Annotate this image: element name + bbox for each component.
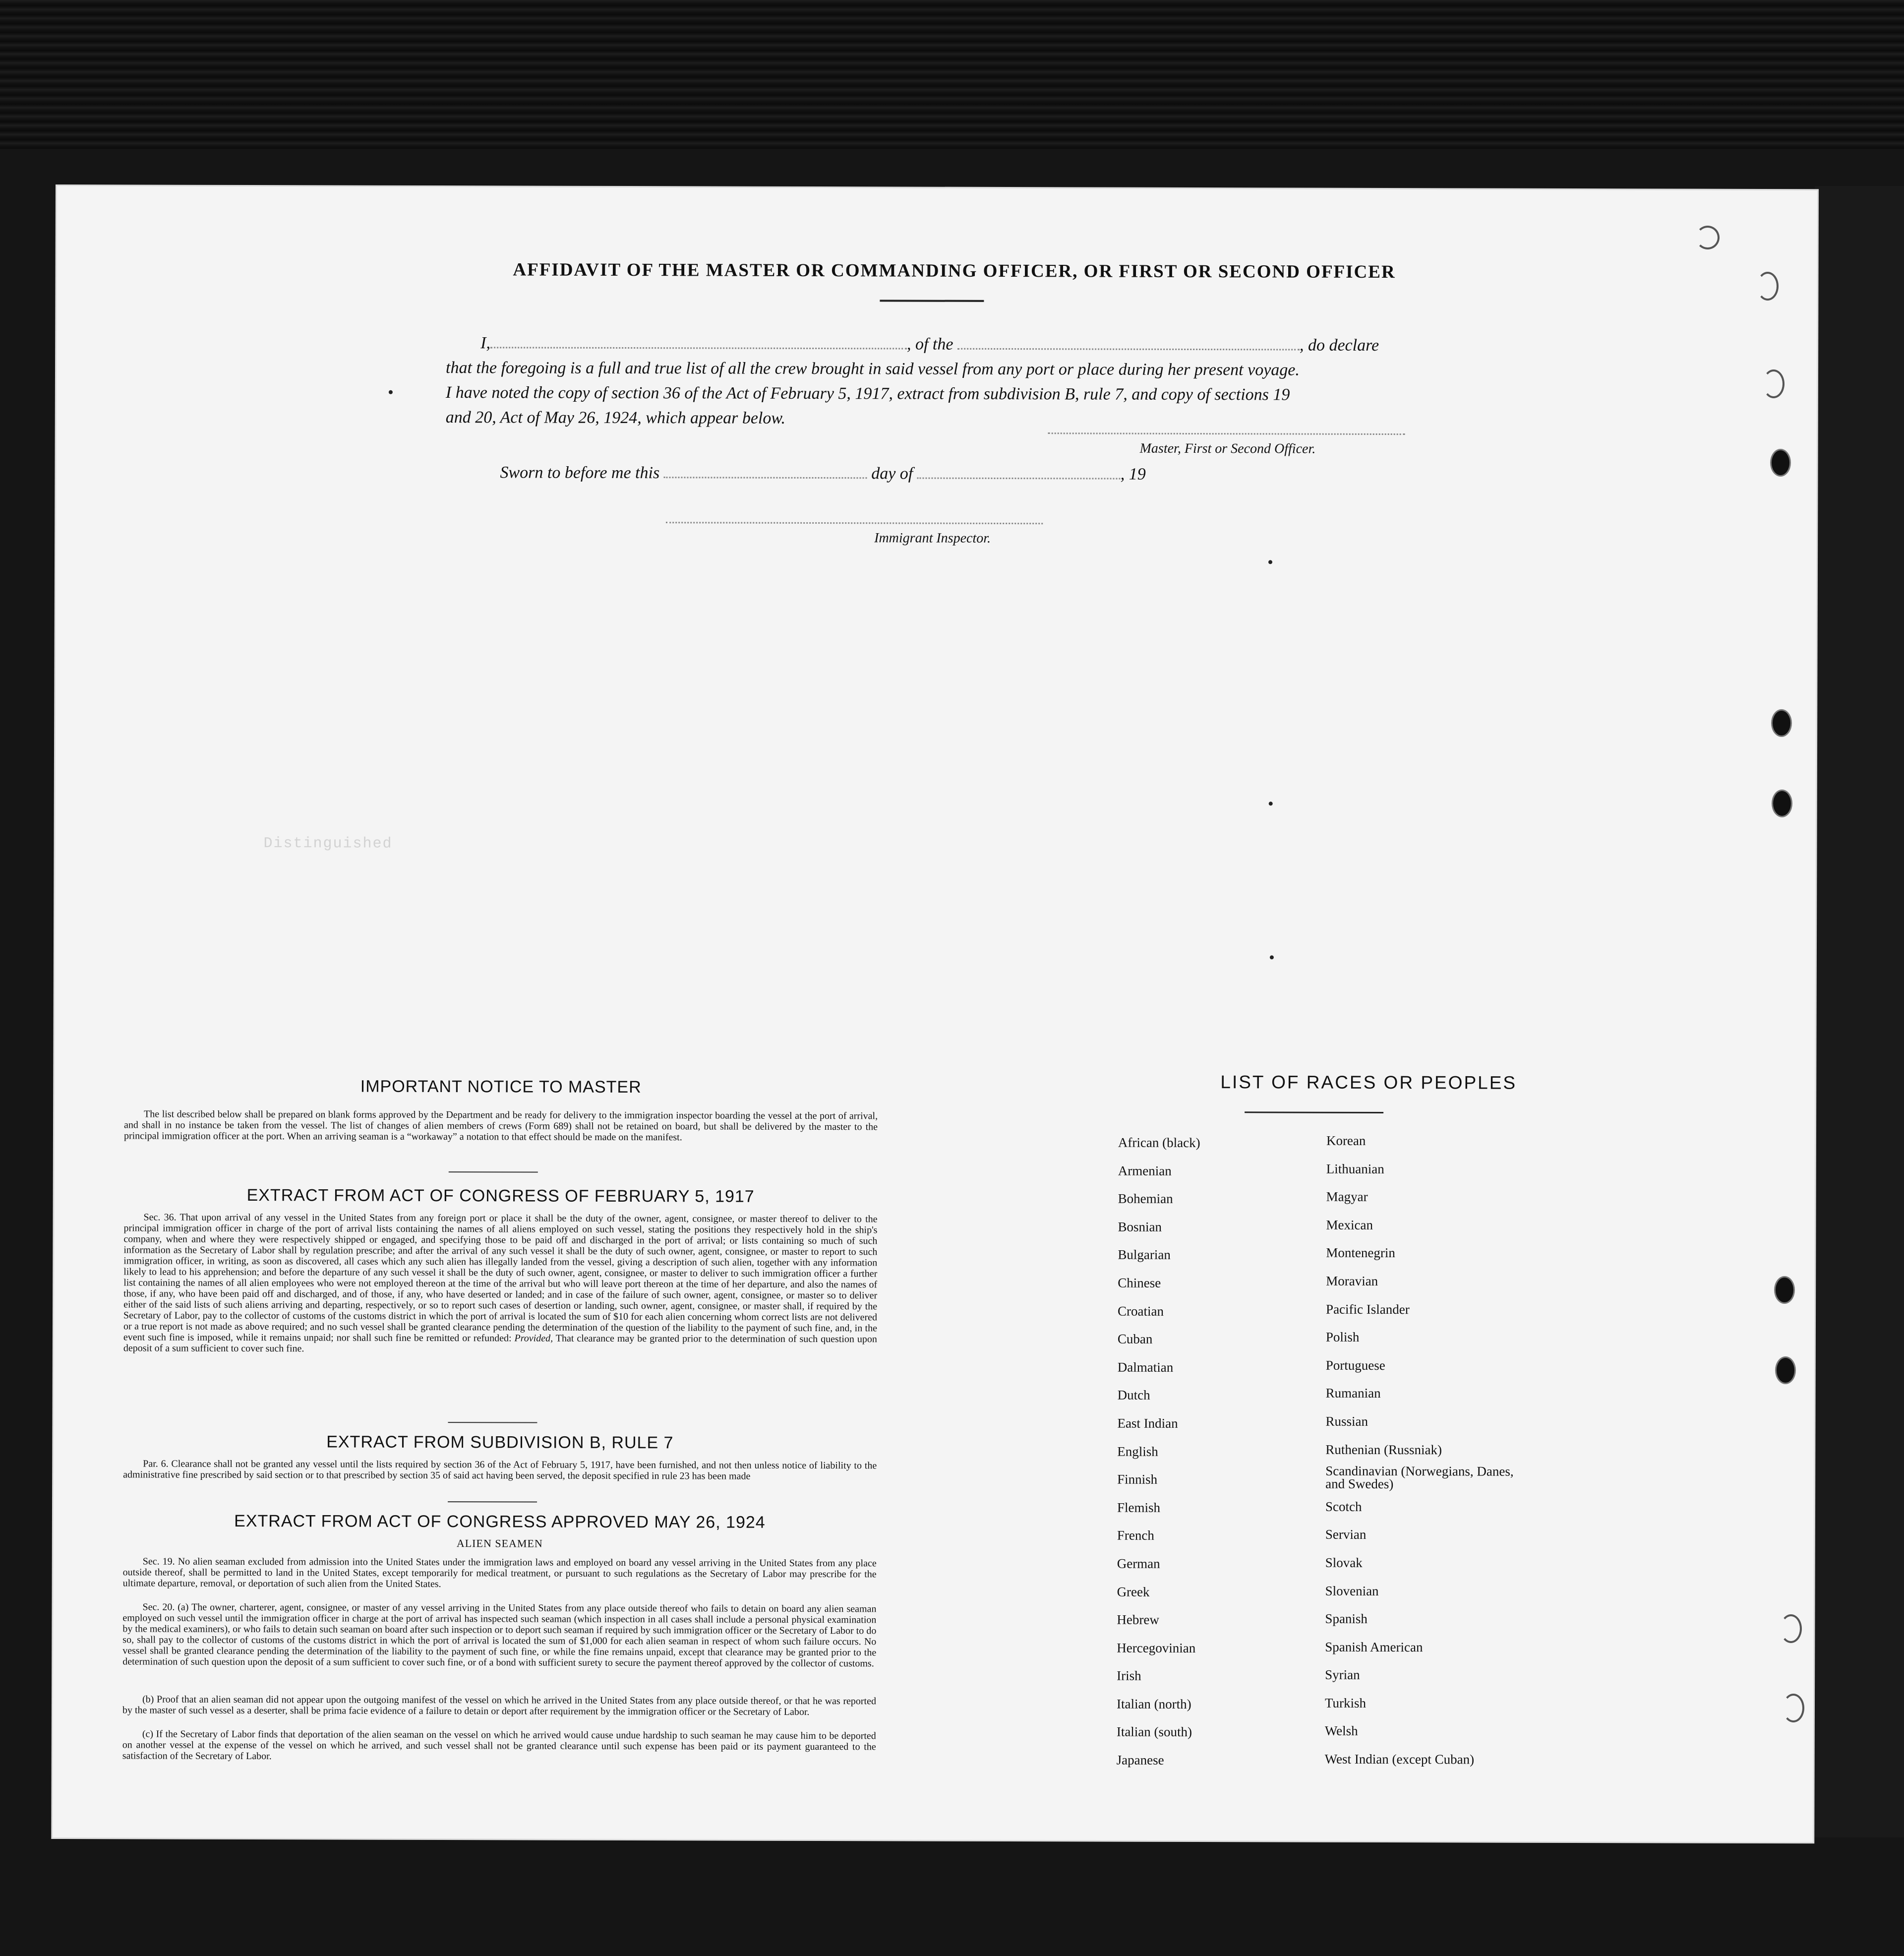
race-item: English bbox=[1117, 1444, 1158, 1459]
race-item: Montenegrin bbox=[1326, 1245, 1395, 1261]
affidavit-line-2: that the foregoing is a full and true list of all the crew brought in said vessel from any port or place during her present voyage. bbox=[445, 359, 1300, 379]
binder-hole bbox=[1774, 1276, 1795, 1304]
race-item: Slovak bbox=[1325, 1555, 1363, 1570]
name-blank[interactable] bbox=[490, 337, 907, 349]
race-item: Scandinavian (Norwegians, Danes, and Swedes) bbox=[1325, 1463, 1514, 1492]
race-item: Russian bbox=[1325, 1413, 1368, 1429]
race-item: West Indian (except Cuban) bbox=[1324, 1751, 1475, 1767]
race-item: Chinese bbox=[1118, 1275, 1161, 1290]
binder-hole bbox=[1763, 369, 1785, 398]
race-item: Polish bbox=[1325, 1329, 1360, 1345]
race-item: Welsh bbox=[1324, 1723, 1358, 1739]
binder-hole bbox=[1772, 790, 1792, 817]
race-item: Croatian bbox=[1118, 1303, 1164, 1319]
race-item: German bbox=[1117, 1556, 1160, 1571]
race-item: Finnish bbox=[1117, 1471, 1158, 1487]
stray-dot bbox=[389, 390, 393, 394]
race-item: Syrian bbox=[1325, 1667, 1360, 1683]
extract-1917-text bbox=[123, 1212, 878, 1355]
race-item: Rumanian bbox=[1325, 1386, 1381, 1401]
document-page bbox=[53, 186, 1817, 1842]
race-item: Flemish bbox=[1117, 1500, 1161, 1515]
race-item: Servian bbox=[1325, 1527, 1367, 1542]
race-item: Italian (north) bbox=[1116, 1696, 1191, 1712]
race-item: Mexican bbox=[1326, 1217, 1373, 1232]
inspector-signature-line[interactable] bbox=[666, 521, 1043, 524]
race-item: Irish bbox=[1117, 1668, 1141, 1684]
section-20b-text: (b) Proof that an alien seaman did not appear upon the outgoing manifest of the vessel on which he arrived in the United States from any place outside thereof, or that he was reported by the master of such vessel as a deserter, shall be prima facie evidence of a failure to detain or deport after requirement by the immigration officer or the Secretary of Labor. bbox=[122, 1694, 877, 1717]
stray-dot bbox=[1268, 560, 1272, 564]
binder-hole bbox=[1696, 226, 1720, 249]
section-19-text: Sec. 19. No alien seaman excluded from admission into the United States under the immigration laws and employed on board any vessel arriving in the United States from any place outside thereof, shall be permitted to land in the United States, except temporarily for medical treatment, or pursuant to such regulations as the Secretary of Labor may prescribe for the ultimate departure, removal, or deportation of such alien from the United States. bbox=[122, 1556, 877, 1590]
race-item: Italian (south) bbox=[1116, 1724, 1192, 1740]
race-item: Spanish American bbox=[1325, 1639, 1423, 1654]
scanner-top-band bbox=[0, 0, 1904, 149]
bleed-through-text: Distinguished bbox=[263, 835, 393, 853]
affidavit-declare: , do declare bbox=[1299, 336, 1379, 355]
divider bbox=[449, 1171, 538, 1172]
sworn-month-blank[interactable] bbox=[917, 468, 1121, 480]
binder-hole bbox=[1780, 1614, 1802, 1643]
vessel-blank[interactable] bbox=[957, 338, 1300, 351]
section-label: Sec. 36. bbox=[143, 1212, 177, 1223]
binder-hole bbox=[1770, 449, 1791, 477]
section-36-body: That upon arrival of any vessel in the United States from any foreign port or place it shall be the duty of the owner, agent, consignee, or master thereof to deliver to the principal immigration officer in charge of the port of arrival lists containing the names of all aliens employed on such vessel, stating the positions they respectively hold in the ship's company, when and where they were respectively shipped or engaged, and specifying those to be paid off and discharged in the port of arrival; or lists containing so much of such information as the Secretary of Labor shall by regulation prescribe; and after the arrival of any such vessel it shall be the duty of such owner, agent, consignee, or master to report to such immigration officer, in writing, as soon as discovered, all cases which any such alien has illegally landed from the vessel, giving a description of such alien, together with any information likely to lead to his apprehension; and before the departure of any such vessel it shall be the duty of such owner, agent, consignee, or master to deliver to such immigration officer a further list containing the names of all alien employees who were not employed thereon at the time of the arrival but who will leave port thereon at the time of her departure, and also the names of those, if any, who have been paid off and discharged, and of those, if any, who have deserted or landed; and in case of the failure of such owner, agent, consignee, or master so to deliver either of the said lists of such aliens arriving and departing, respectively, or so to report such cases of desertion or landing, such owner, agent, consignee, or master shall, if required by the Secretary of Labor, pay to the collector of customs of the customs district in which the port of arrival is located the sum of $10 for each alien concerning whom correct lists are not delivered or a true report is not made as above required; and no such vessel shall be granted clearance pending the determination of the question of the liability to the payment of such fine, and, in the event such fine is imposed, while it remains unpaid; nor shall such fine be remitted or refunded: bbox=[123, 1212, 878, 1344]
extract-1924-heading: EXTRACT FROM ACT OF CONGRESS APPROVED MAY 26, 1924 bbox=[234, 1511, 766, 1532]
race-item: Moravian bbox=[1326, 1273, 1378, 1288]
race-item: Korean bbox=[1326, 1133, 1366, 1148]
stray-dot bbox=[1270, 955, 1274, 959]
binder-hole bbox=[1771, 709, 1792, 737]
section-20a-text: Sec. 20. (a) The owner, charterer, agent, consignee, or master of any vessel arriving in the United States from any place outside thereof who fails to detain on board any alien seaman employed on such vessel until the immigration officer in charge at the port of arrival has inspected such seaman (which inspection in all cases shall include a personal physical examination by the medical examiners), or who fails to detain such seaman on board after such inspection or to deport such seaman if required by such immigration officer or the Secretary of Labor to do so, shall pay to the collector of customs of the customs district in which the port of arrival is located the sum of $1,000 for each alien seaman in respect of whom such failure occurs. No vessel shall be granted clearance pending the determination of the liability to the payment of such fine, or while the fine remains unpaid, except that clearance may be granted prior to the determination of such question upon the deposit of a sum sufficient to cover such fine, or of a bond with sufficient surety to secure the payment thereof approved by the collector of customs. bbox=[122, 1601, 877, 1669]
race-item: Magyar bbox=[1326, 1189, 1368, 1205]
day-of-text: day of bbox=[871, 464, 913, 483]
sworn-line bbox=[500, 463, 1145, 484]
race-item: Japanese bbox=[1116, 1752, 1164, 1768]
races-right-column bbox=[1325, 1127, 1515, 1774]
race-item: Armenian bbox=[1118, 1163, 1172, 1178]
title-underline bbox=[880, 300, 984, 302]
extract-rule7-heading: EXTRACT FROM SUBDIVISION B, RULE 7 bbox=[326, 1432, 674, 1453]
binder-hole bbox=[1775, 1356, 1796, 1384]
race-item: Ruthenian (Russniak) bbox=[1325, 1442, 1442, 1457]
races-title: LIST OF RACES OR PEOPLES bbox=[1220, 1072, 1517, 1093]
races-underline bbox=[1245, 1111, 1383, 1113]
race-item: Dalmatian bbox=[1117, 1359, 1174, 1375]
year-prefix: , 19 bbox=[1120, 465, 1146, 484]
race-item: Greek bbox=[1117, 1584, 1150, 1599]
race-item: Bulgarian bbox=[1118, 1247, 1171, 1263]
stray-dot bbox=[1269, 801, 1273, 805]
race-item: Spanish bbox=[1325, 1611, 1368, 1627]
race-item: Portuguese bbox=[1325, 1357, 1385, 1373]
affidavit-of-the: , of the bbox=[906, 335, 953, 354]
race-item: Bosnian bbox=[1118, 1219, 1162, 1234]
affidavit-title: AFFIDAVIT OF THE MASTER OR COMMANDING OFFICER, OR FIRST OR SECOND OFFICER bbox=[513, 259, 1396, 283]
inspector-signature-caption: Immigrant Inspector. bbox=[874, 530, 991, 546]
sworn-text: Sworn to before me this bbox=[500, 463, 660, 483]
race-item: Hebrew bbox=[1117, 1612, 1159, 1627]
affidavit-line-4: and 20, Act of May 26, 1924, which appear below. bbox=[445, 408, 786, 428]
notice-text: The list described below shall be prepared on blank forms approved by the Department and be ready for delivery to the immigration inspector boarding the vessel at the port of arrival, and shall in no instance be taken from the vessel. The list of changes of alien members of crews (Form 689) shall not be retained on board, but shall be delivered by the master to the principal immigration officer at the port. When an arriving seaman is a “workaway” a notation to that effect should be made on the manifest. bbox=[123, 1108, 878, 1143]
extract-rule7-text: Par. 6. Clearance shall not be granted any vessel until the lists required by section 36 of the Act of February 5, 1917, have been furnished, and not then unless notice of liability to the administrative fine prescribed by said section or to that prescribed by section 35 of said act having been served, the deposit specified in rule 23 has been made bbox=[123, 1458, 877, 1482]
binder-hole bbox=[1783, 1694, 1804, 1722]
provided-word: Provided, bbox=[514, 1333, 553, 1344]
master-signature-line[interactable] bbox=[1048, 431, 1405, 435]
race-item: Bohemian bbox=[1118, 1191, 1173, 1207]
races-left-column bbox=[1117, 1129, 1200, 1774]
section-20c-text: (c) If the Secretary of Labor finds that deportation of the alien seaman on the vessel on which he arrived would cause undue hardship to such seaman he may cause him to be deported on another vessel at the expense of the vessel on which he arrived, and such vessel shall not be granted clearance until such expense has been paid or its payment guaranteed to the satisfaction of the Secretary of Labor. bbox=[122, 1728, 876, 1762]
affidavit-i: I, bbox=[480, 334, 491, 353]
notice-heading: IMPORTANT NOTICE TO MASTER bbox=[360, 1077, 642, 1097]
race-item: Lithuanian bbox=[1326, 1161, 1384, 1176]
divider bbox=[448, 1422, 537, 1423]
master-signature-caption: Master, First or Second Officer. bbox=[1139, 440, 1316, 457]
affidavit-line-3: I have noted the copy of section 36 of the Act of February 5, 1917, extract from subdivision B, rule 7, and copy of sections 19 bbox=[445, 383, 1290, 404]
race-item: Pacific Islander bbox=[1326, 1301, 1410, 1317]
race-item: French bbox=[1117, 1528, 1154, 1543]
affidavit-line-1 bbox=[446, 331, 1403, 358]
race-item: Hercegovinian bbox=[1117, 1640, 1196, 1655]
sworn-day-blank[interactable] bbox=[664, 467, 867, 479]
race-item: East Indian bbox=[1117, 1415, 1178, 1431]
race-item: African (black) bbox=[1118, 1135, 1200, 1151]
extract-1917-heading: EXTRACT FROM ACT OF CONGRESS OF FEBRUARY 5, 1917 bbox=[246, 1186, 755, 1206]
race-item: Cuban bbox=[1117, 1331, 1153, 1346]
race-item: Turkish bbox=[1324, 1695, 1367, 1711]
race-item: Slovenian bbox=[1325, 1583, 1379, 1598]
race-item: Scotch bbox=[1325, 1499, 1362, 1514]
binder-hole bbox=[1757, 272, 1779, 301]
section-36-tail: That clearance may be granted prior to the determination of such question upon deposit of a sum sufficient to cover such fine. bbox=[123, 1333, 877, 1354]
scanner-right-margin bbox=[1815, 186, 1904, 1837]
divider bbox=[448, 1501, 537, 1502]
alien-seamen-subheading: ALIEN SEAMEN bbox=[456, 1537, 543, 1550]
race-item: Dutch bbox=[1117, 1387, 1150, 1403]
